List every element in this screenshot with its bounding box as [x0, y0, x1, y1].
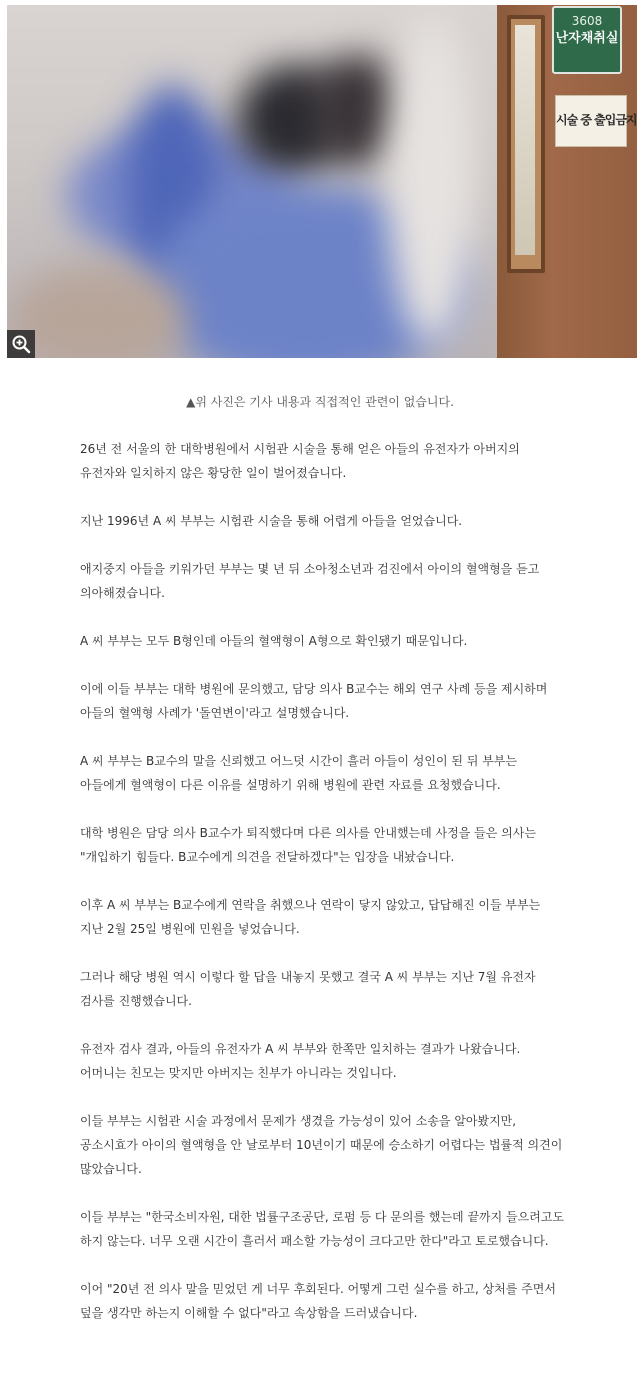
room-name: 난자채취실 [555, 31, 619, 46]
article-body [80, 437, 564, 1349]
notice-sign: 시술 중 출입금지 [555, 95, 627, 147]
article-paragraph: 이들 부부는 "한국소비자원, 대한 법률구조공단, 로펌 등 다 문의를 했는데 끝까지 들으려고도 하지 않는다. 너무 오랜 시간이 흘러서 패소할 가능성이 크다고만 한다"라고 토로했습니다. [80, 1210, 565, 1248]
article-paragraph: 이에 이들 부부는 대학 병원에 문의했고, 담당 의사 B교수는 해외 연구 사례 등을 제시하며 아들의 혈액형 사례가 '돌연변이'라고 설명했습니다. [80, 682, 548, 720]
article-photo [7, 5, 637, 358]
magnifier-plus-icon [11, 334, 31, 354]
article-paragraph: A 씨 부부는 모두 B형인데 아들의 혈액형이 A형으로 확인됐기 때문입니다. [80, 634, 468, 648]
article-paragraph: 지난 1996년 A 씨 부부는 시험관 시술을 통해 어렵게 아들을 얻었습니다. [80, 514, 463, 528]
article-paragraph: 대학 병원은 담당 의사 B교수가 퇴직했다며 다른 의사를 안내했는데 사정을 들은 의사는 "개입하기 힘들다. B교수에게 의견을 전달하겠다"는 입장을 내놨습니다. [80, 826, 536, 864]
blurred-scene [7, 5, 497, 358]
door-window [507, 15, 545, 273]
room-number: 3608 [571, 14, 603, 28]
article-paragraph: 유전자 검사 결과, 아들의 유전자가 A 씨 부부와 한쪽만 일치하는 결과가 나왔습니다. 어머니는 친모는 맞지만 아버지는 친부가 아니라는 것입니다. [80, 1042, 521, 1080]
photo-caption: ▲위 사진은 기사 내용과 직접적인 관련이 없습니다. [186, 395, 454, 409]
article-paragraph: 그러나 해당 병원 역시 이렇다 할 답을 내놓지 못했고 결국 A 씨 부부는 지난 7월 유전자 검사를 진행했습니다. [80, 970, 536, 1008]
article-paragraph: 26년 전 서울의 한 대학병원에서 시험관 시술을 통해 얻은 아들의 유전자가 아버지의 유전자와 일치하지 않은 황당한 일이 벌어졌습니다. [80, 442, 520, 480]
article-paragraph: 애지중지 아들을 키워가던 부부는 몇 년 뒤 소아청소년과 검진에서 아이의 혈액형을 듣고 의아해졌습니다. [80, 562, 540, 600]
zoom-button[interactable] [7, 330, 35, 358]
article-paragraph: 이후 A 씨 부부는 B교수에게 연락을 취했으나 연락이 닿지 않았고, 답답해진 이들 부부는 지난 2월 25일 병원에 민원을 넣었습니다. [80, 898, 541, 936]
article-paragraph: A 씨 부부는 B교수의 말을 신뢰했고 어느덧 시간이 흘러 아들이 성인이 된 뒤 부부는 아들에게 혈액형이 다른 이유를 설명하기 위해 병원에 관련 자료를 요청했습니다. [80, 754, 517, 792]
article-paragraph: 이어 "20년 전 의사 말을 믿었던 게 너무 후회된다. 어떻게 그런 실수를 하고, 상처를 주면서 덮을 생각만 하는지 이해할 수 없다"라고 속상함을 드러냈습니다. [80, 1282, 556, 1320]
article-paragraph: 이들 부부는 시험관 시술 과정에서 문제가 생겼을 가능성이 있어 소송을 알아봤지만, 공소시효가 아이의 혈액형을 안 날로부터 10년이기 때문에 승소하기 어렵다는 법률적 의견이 많았습니다. [80, 1114, 563, 1176]
room-sign [552, 6, 622, 74]
